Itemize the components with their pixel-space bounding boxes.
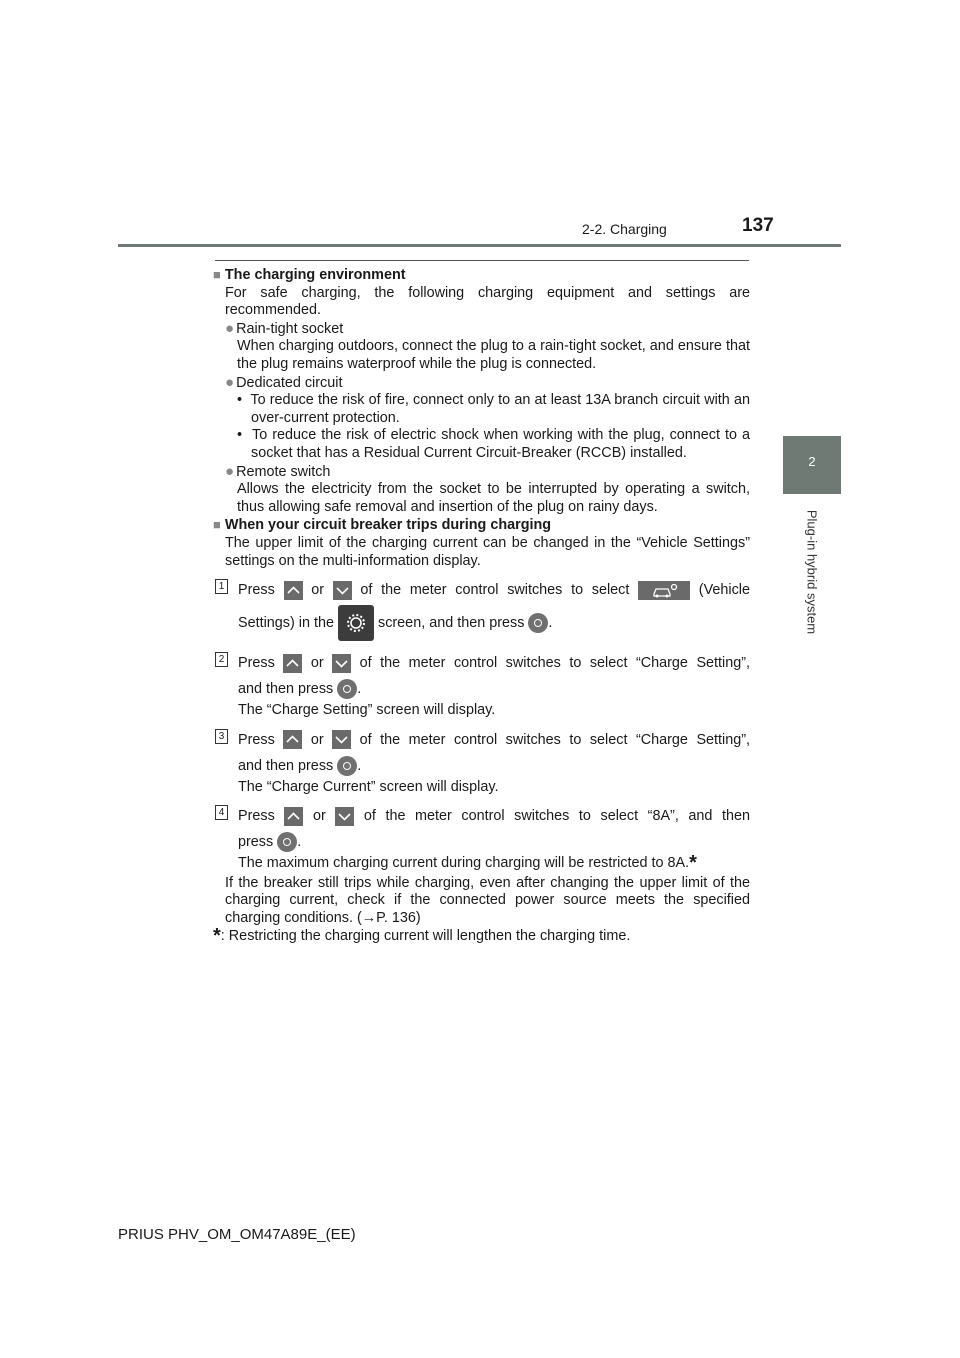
- square-bullet-icon: ■: [213, 517, 221, 533]
- step-1: [213, 577, 750, 643]
- step-line: Settings) in the screen, and then press .: [238, 603, 750, 643]
- step-line: Press or of the meter control switches to select “8A”, and then: [238, 808, 751, 825]
- list-item: • To reduce the risk of fire, connect only to an at least 13A branch circuit with an over-current protection.: [237, 392, 750, 426]
- paragraph: The upper limit of the charging current can be changed in the “Vehicle Settings” settings on the multi-information display.: [225, 534, 750, 569]
- step-line: Press or of the meter control switches to select (Vehicle: [238, 582, 750, 599]
- down-arrow-icon: [333, 581, 352, 600]
- page-content: [213, 266, 750, 945]
- step-line: and then press .: [238, 676, 750, 702]
- list-item: • To reduce the risk of electric shock when working with the plug, connect to a socket that has a Residual Current Circuit-Breaker (RCCB) installed.: [237, 427, 750, 461]
- step-4: [213, 803, 750, 873]
- up-arrow-icon: [283, 654, 302, 673]
- vehicle-settings-icon: [638, 581, 690, 600]
- step-result: The “Charge Current” screen will display.: [238, 778, 499, 795]
- list-item: ● Dedicated circuit: [225, 373, 343, 391]
- step-line: Press or of the meter control switches to select “Charge Setting”,: [238, 655, 751, 672]
- step-result: The “Charge Setting” screen will display.: [238, 702, 496, 719]
- ok-button-icon: [277, 832, 297, 852]
- asterisk-mark: *: [213, 924, 221, 947]
- down-arrow-icon: [335, 807, 354, 826]
- settings-gear-icon: [338, 605, 374, 641]
- up-arrow-icon: [283, 730, 302, 749]
- section-title: 2-2. Charging: [582, 221, 667, 237]
- step-number: 1: [215, 579, 228, 594]
- ok-button-icon: [528, 613, 548, 633]
- footnote: *: Restricting the charging current will lengthen the charging time.: [213, 924, 631, 947]
- step-number: 4: [215, 805, 228, 820]
- step-line: press .: [238, 829, 750, 855]
- step-number: 2: [215, 652, 228, 667]
- down-arrow-icon: [332, 730, 351, 749]
- step-line: Press or of the meter control switches to select “Charge Setting”,: [238, 731, 751, 748]
- heading-environment: ■ The charging environment: [213, 267, 406, 283]
- paragraph: For safe charging, the following charging equipment and settings are recommended.: [225, 284, 750, 319]
- list-item: ● Rain-tight socket: [225, 319, 344, 337]
- down-arrow-icon: [332, 654, 351, 673]
- note-paragraph: If the breaker still trips while charging, even after changing the upper limit of the charging current, check if the connected power source meets the specified charging conditions. (→P. 136): [225, 874, 750, 927]
- round-bullet-icon: ●: [225, 319, 235, 337]
- square-bullet-icon: ■: [213, 267, 221, 282]
- asterisk-mark: *: [689, 852, 697, 875]
- paragraph: When charging outdoors, connect the plug to a rain-tight socket, and ensure that the plug remains waterproof while the plug is connected.: [237, 338, 750, 372]
- content-rule: [215, 260, 749, 261]
- ok-button-icon: [337, 756, 357, 776]
- step-3: [213, 727, 750, 797]
- chapter-label: Plug-in hybrid system: [804, 509, 820, 635]
- paragraph: Allows the electricity from the socket to be interrupted by operating a switch, thus allowing safe removal and insertion of the plug on rainy days.: [237, 481, 750, 515]
- up-arrow-icon: [284, 807, 303, 826]
- up-arrow-icon: [284, 581, 303, 600]
- header-rule: [118, 244, 841, 247]
- step-number: 3: [215, 729, 228, 744]
- round-bullet-icon: ●: [225, 462, 235, 480]
- footer-code: PRIUS PHV_OM_OM47A89E_(EE): [118, 1226, 356, 1243]
- step-result: The maximum charging current during charging will be restricted to 8A.*: [238, 852, 697, 875]
- step-line: and then press .: [238, 753, 750, 779]
- page-number: 137: [742, 215, 774, 236]
- round-bullet-icon: ●: [225, 373, 235, 391]
- step-2: [213, 650, 750, 720]
- chapter-tab: 2: [783, 436, 841, 494]
- list-item: ● Remote switch: [225, 462, 331, 480]
- ok-button-icon: [337, 679, 357, 699]
- heading-breaker: ■ When your circuit breaker trips during charging: [213, 517, 552, 534]
